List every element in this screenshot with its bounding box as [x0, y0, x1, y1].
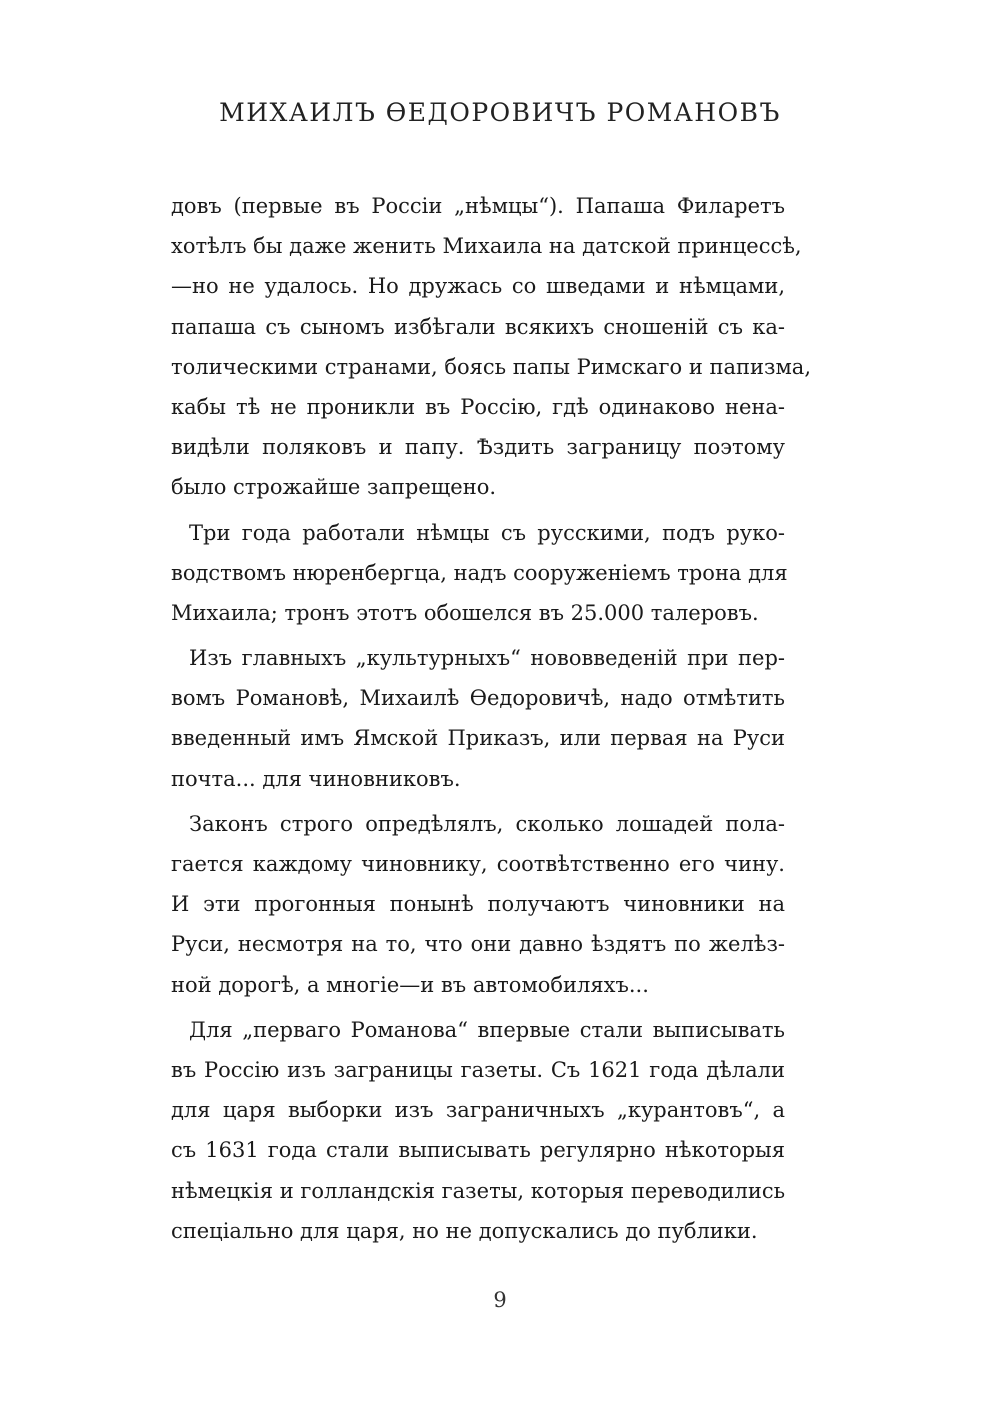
text-line: хотѣлъ бы даже женить Михаила на датской принцессѣ, [171, 234, 802, 259]
text-line: —но не удалось. Но дружась со шведами и нѣмцами, [171, 274, 785, 299]
text-line: кабы тѣ не проникли въ Россію, гдѣ одинаково нена- [171, 394, 785, 419]
text-line: Законъ строго опредѣлялъ, сколько лошадей пола- [189, 811, 785, 836]
body-text [171, 186, 811, 1256]
paragraph [171, 513, 788, 634]
text-line: гается каждому чиновнику, соотвѣтственно его чину. [171, 852, 785, 876]
text-line: Михаила; тронъ этотъ обошелся въ 25.000 талеровъ. [171, 600, 759, 625]
paragraph [171, 186, 811, 508]
text-line: Изъ главныхъ „культурныхъ“ нововведеній при пер- [189, 646, 785, 671]
text-line: Руси, несмотря на то, что они давно ѣздятъ по желѣз- [171, 932, 785, 957]
text-line: съ 1631 года стали выписывать регулярно нѣкоторыя [171, 1138, 785, 1163]
text-line: спеціально для царя, но не допускались до публики. [171, 1218, 758, 1243]
text-line: Три года работали нѣмцы съ русскими, подъ руко- [189, 520, 785, 545]
text-line: въ Россію изъ заграницы газеты. Съ 1621 года дѣлали [171, 1057, 785, 1082]
text-line: толическими странами, боясь папы Римскаго и папизма, [171, 354, 811, 379]
page-number: 9 [493, 1288, 507, 1312]
text-line: вомъ Романовѣ, Михаилѣ Өедоровичѣ, надо отмѣтить [171, 686, 785, 711]
paragraph [171, 804, 785, 1005]
text-line: довъ (первые въ Россіи „нѣмцы“). Папаша Филаретъ [171, 194, 785, 218]
text-line: водствомъ нюренбергца, надъ сооруженіемъ трона для [171, 560, 788, 585]
text-line: папаша съ сыномъ избѣгали всякихъ сношеній съ ка- [171, 314, 785, 339]
text-line: И эти прогонныя понынѣ получаютъ чиновники на [171, 892, 785, 917]
text-line: почта... для чиновниковъ. [171, 766, 461, 791]
text-line: было строжайше запрещено. [171, 475, 497, 500]
text-line: введенный имъ Ямской Приказъ, или первая на Руси [171, 726, 785, 751]
paragraph [171, 1010, 785, 1251]
running-head: МИХАИЛЪ ӨЕДОРОВИЧЪ РОМАНОВЪ [219, 98, 781, 127]
text-line: видѣли поляковъ и папу. Ѣздить заграницу поэтому [171, 435, 785, 460]
paragraph [171, 638, 785, 799]
text-line: Для „перваго Романова“ впервые стали выписывать [189, 1017, 785, 1042]
text-line: нѣмецкія и голландскія газеты, которыя переводились [171, 1178, 786, 1203]
text-line: для царя выборки изъ заграничныхъ „курантовъ“, а [171, 1098, 785, 1123]
text-line: ной дорогѣ, а многіе—и въ автомобиляхъ... [171, 972, 649, 997]
